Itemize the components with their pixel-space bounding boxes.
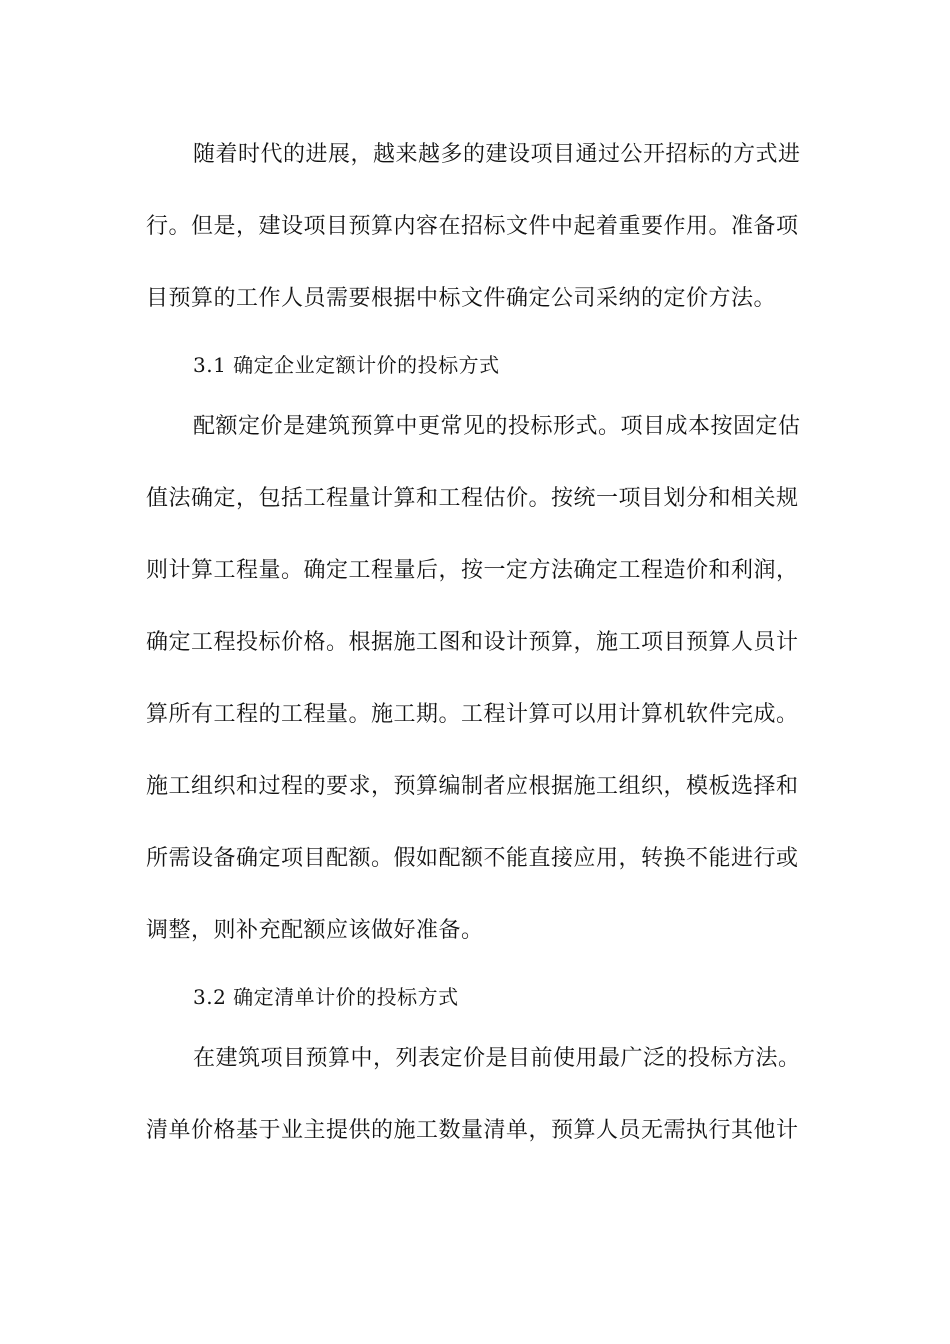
paragraph-2-line-5: 算所有工程的工程量。施工期。工程计算可以用计算机软件完成。 bbox=[146, 702, 799, 727]
paragraph-2-line-2: 值法确定，包括工程量计算和工程估价。按统一项目划分和相关规 bbox=[146, 486, 799, 511]
paragraph-2-line-7: 所需设备确定项目配额。假如配额不能直接应用，转换不能进行或 bbox=[146, 846, 799, 871]
paragraph-2-line-6: 施工组织和过程的要求，预算编制者应根据施工组织，模板选择和 bbox=[146, 774, 799, 799]
paragraph-1-line-1: 随着时代的进展，越来越多的建设项目通过公开招标的方式进 bbox=[193, 142, 801, 167]
paragraph-3-line-2: 清单价格基于业主提供的施工数量清单，预算人员无需执行其他计 bbox=[146, 1118, 799, 1143]
paragraph-1-line-2: 行。但是，建设项目预算内容在招标文件中起着重要作用。准备项 bbox=[146, 214, 799, 239]
paragraph-3-line-1: 在建筑项目预算中，列表定价是目前使用最广泛的投标方法。 bbox=[193, 1046, 801, 1071]
section-heading-3-2: 3.2 确定清单计价的投标方式 bbox=[193, 985, 459, 1009]
paragraph-2-line-8: 调整，则补充配额应该做好准备。 bbox=[146, 918, 484, 943]
paragraph-2-line-3: 则计算工程量。确定工程量后，按一定方法确定工程造价和利润， bbox=[146, 558, 799, 583]
section-heading-3-1: 3.1 确定企业定额计价的投标方式 bbox=[193, 353, 500, 377]
paragraph-2-line-4: 确定工程投标价格。根据施工图和设计预算，施工项目预算人员计 bbox=[146, 630, 799, 655]
paragraph-1-line-3: 目预算的工作人员需要根据中标文件确定公司采纳的定价方法。 bbox=[146, 286, 777, 311]
paragraph-2-line-1: 配额定价是建筑预算中更常见的投标形式。项目成本按固定估 bbox=[193, 414, 801, 439]
